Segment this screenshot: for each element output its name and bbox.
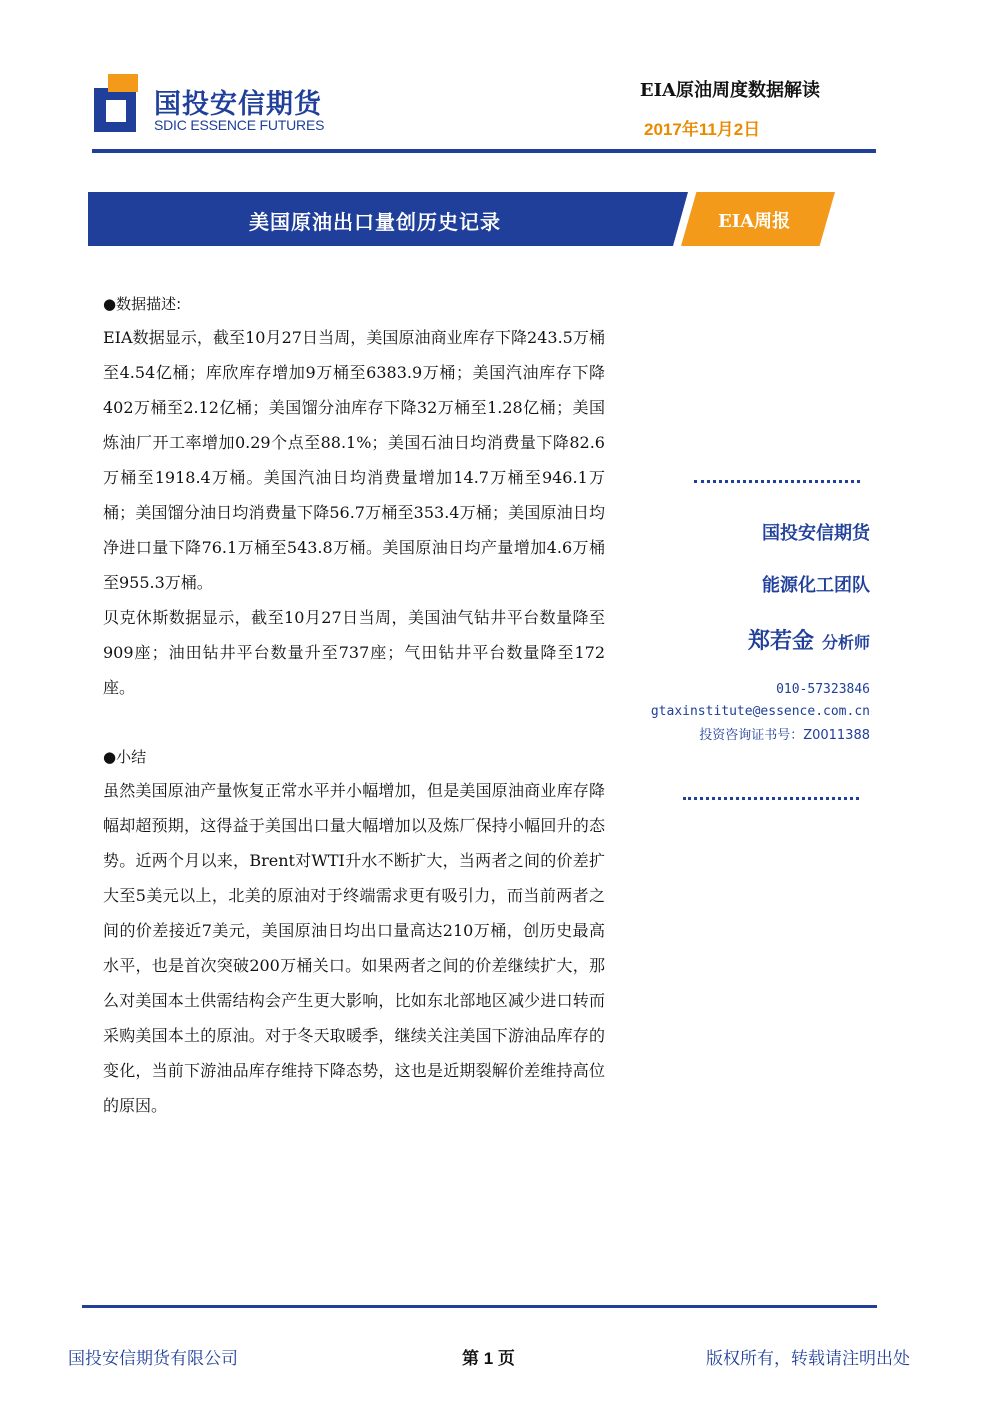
data-desc-paragraph-2: 贝克休斯数据显示，截至10月27日当周，美国油气钻井平台数量降至909座；油田钻井平台数量升至737座；气田钻井平台数量降至172座。	[103, 608, 605, 697]
brand-name-cn: 国投安信期货	[154, 89, 322, 120]
page-number: 第 1 页	[462, 1349, 515, 1368]
logo-inner-block	[106, 100, 126, 122]
sidebar-company: 国投安信期货	[762, 523, 870, 544]
brand-name-en: SDIC ESSENCE FUTURES	[154, 117, 325, 133]
section-heading-summary: ●小结	[103, 748, 147, 766]
main-content	[103, 288, 605, 1123]
data-desc-paragraph-1: EIA数据显示，截至10月27日当周，美国原油商业库存下降243.5万桶至4.54亿桶；库欣库存增加9万桶至6383.9万桶；美国汽油库存下降402万桶至2.12亿桶；美国馏分油库存下降32万桶至1.28亿桶；美国炼油厂开工率增加0.29个点至88.1%；美国石油日均消费量下降82.6万桶至1918.4万桶。美国汽油日均消费量增加14.7万桶至946.1万桶；美国馏分油日均消费量下降56.7万桶至353.4万桶；美国原油日均净进口量下降76.1万桶至543.8万桶。美国原油日均产量增加4.6万桶至955.3万桶。	[103, 328, 605, 592]
sidebar-dotted-divider-bottom	[683, 797, 859, 800]
summary-paragraph: 虽然美国原油产量恢复正常水平并小幅增加，但是美国原油商业库存降幅却超预期，这得益于美国出口量大幅增加以及炼厂保持小幅回升的态势。近两个月以来，Brent对WTI升水不断扩大，当两者之间的价差扩大至5美元以上，北美的原油对于终端需求更有吸引力，而当前两者之间的价差接近7美元，美国原油日均出口量高达210万桶，创历史最高水平，也是首次突破200万桶关口。如果两者之间的价差继续扩大，那么对美国本土供需结构会产生更大影响，比如东北部地区减少进口转而采购美国本土的原油。对于冬天取暖季，继续关注美国下游油品库存的变化，当前下游油品库存维持下降态势，这也是近期裂解价差维持高位的原因。	[103, 781, 605, 1115]
footer-company: 国投安信期货有限公司	[68, 1349, 238, 1369]
banner-tag-label: EIA周报	[718, 211, 791, 232]
report-date: 2017年11月2日	[644, 120, 761, 139]
footer-divider	[82, 1305, 877, 1308]
report-title: EIA原油周度数据解读	[639, 80, 820, 101]
section-gap	[103, 705, 605, 741]
analyst-role: 分析师	[821, 633, 870, 652]
logo-orange-block	[108, 74, 138, 92]
certificate-number: 投资咨询证书号：Z0011388	[699, 728, 870, 743]
header-divider	[92, 149, 876, 153]
banner-title: 美国原油出口量创历史记录	[249, 210, 501, 234]
section-heading-data-desc: ●数据描述:	[103, 295, 182, 313]
analyst-name: 郑若金	[747, 629, 814, 654]
contact-email[interactable]: gtaxinstitute@essence.com.cn	[650, 704, 870, 719]
sidebar-dotted-divider-top	[694, 480, 860, 483]
footer-copyright: 版权所有，转载请注明出处	[706, 1349, 910, 1369]
sidebar-analyst	[748, 624, 870, 655]
sidebar-team: 能源化工团队	[762, 575, 870, 596]
contact-phone: 010-57323846	[776, 682, 870, 697]
company-logo	[94, 74, 140, 132]
